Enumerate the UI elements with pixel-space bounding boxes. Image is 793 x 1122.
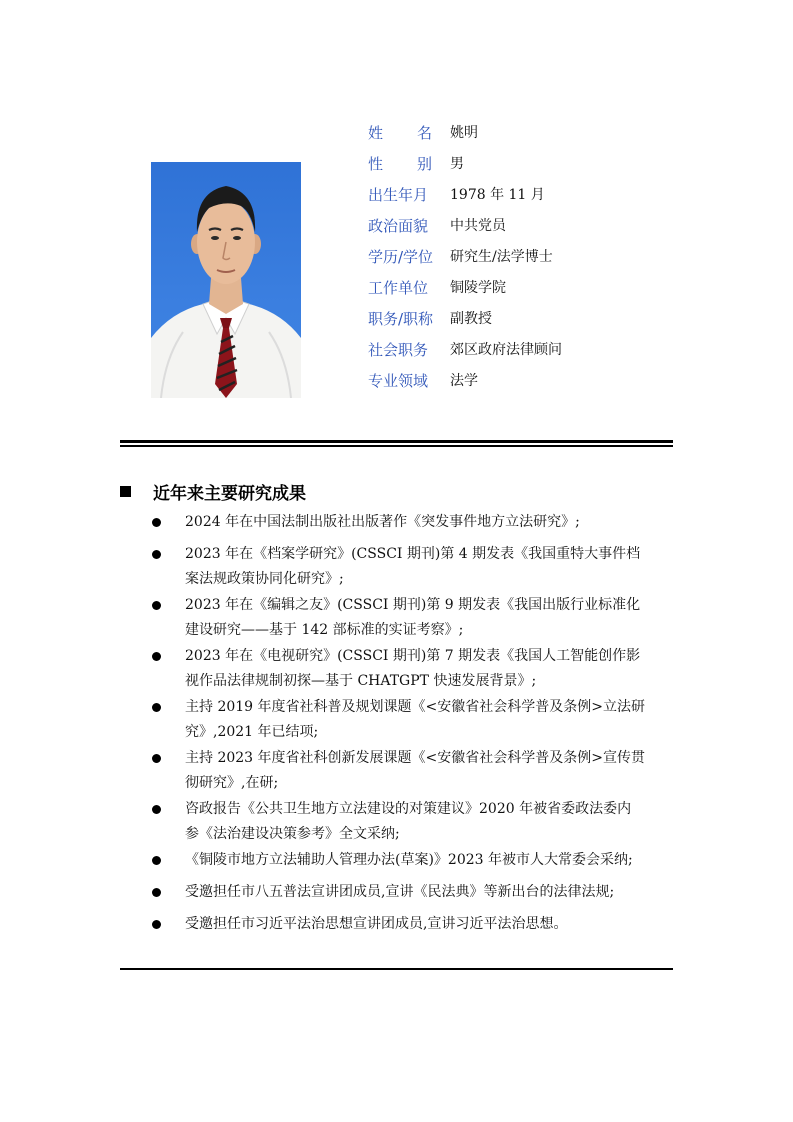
bullet-icon xyxy=(152,703,161,712)
bullet-icon xyxy=(152,805,161,814)
item-line: 2024 年在中国法制出版社出版著作《突发事件地方立法研究》; xyxy=(185,514,580,530)
item-line: 案法规政策协同化研究》; xyxy=(185,571,344,587)
list-item xyxy=(185,695,685,745)
bullet-icon xyxy=(152,888,161,897)
item-line: 视作品法律规制初探—基于 CHATGPT 快速发展背景》; xyxy=(185,673,537,689)
section-title: 近年来主要研究成果 xyxy=(153,484,306,504)
item-line: 2023 年在《电视研究》(CSSCI 期刊)第 7 期发表《我国人工智能创作影 xyxy=(185,648,641,664)
bullet-icon xyxy=(152,601,161,610)
info-value: 1978 年 11 月 xyxy=(450,187,545,203)
item-line: 建设研究——基于 142 部标准的实证考察》; xyxy=(185,622,464,638)
bullet-icon xyxy=(152,856,161,865)
bullet-icon xyxy=(152,518,161,527)
list-item xyxy=(185,644,685,694)
bullet-icon xyxy=(152,550,161,559)
item-line: 主持 2023 年度省社科创新发展课题《<安徽省社会科学普及条例>宣传贯 xyxy=(185,750,645,766)
info-value: 副教授 xyxy=(450,311,492,327)
item-line: 受邀担任市八五普法宣讲团成员,宣讲《民法典》等新出台的法律法规; xyxy=(185,884,615,900)
list-item xyxy=(185,880,685,905)
info-value: 法学 xyxy=(450,373,478,389)
list-item xyxy=(185,848,685,873)
item-line: 2023 年在《档案学研究》(CSSCI 期刊)第 4 期发表《我国重特大事件档 xyxy=(185,546,641,562)
info-label: 社会职务 xyxy=(368,341,429,359)
info-value: 研究生/法学博士 xyxy=(450,249,553,265)
item-line: 受邀担任市习近平法治思想宣讲团成员,宣讲习近平法治思想。 xyxy=(185,916,568,932)
info-label: 专业领域 xyxy=(368,372,429,390)
info-value: 中共党员 xyxy=(450,218,506,234)
info-label: 姓 名 xyxy=(368,124,432,142)
item-line: 彻研究》,在研; xyxy=(185,775,279,791)
bullet-icon xyxy=(152,652,161,661)
info-label: 工作单位 xyxy=(368,279,429,297)
info-value: 铜陵学院 xyxy=(450,280,506,296)
item-line: 究》,2021 年已结项; xyxy=(185,724,319,740)
list-item xyxy=(185,510,685,535)
info-label: 性 别 xyxy=(368,155,432,173)
info-label: 学历/学位 xyxy=(368,248,434,266)
list-item xyxy=(185,797,685,847)
list-item xyxy=(185,746,685,796)
item-line: 《铜陵市地方立法辅助人管理办法(草案)》2023 年被市人大常委会采纳; xyxy=(185,852,633,868)
item-line: 主持 2019 年度省社科普及规划课题《<安徽省社会科学普及条例>立法研 xyxy=(185,699,645,715)
item-line: 参《法治建设决策参考》全文采纳; xyxy=(185,826,400,842)
info-label: 出生年月 xyxy=(368,186,429,204)
bullet-icon xyxy=(152,754,161,763)
info-label: 政治面貌 xyxy=(368,217,429,235)
item-line: 2023 年在《编辑之友》(CSSCI 期刊)第 9 期发表《我国出版行业标准化 xyxy=(185,597,641,613)
item-line: 咨政报告《公共卫生地方立法建设的对策建议》2020 年被省委政法委内 xyxy=(185,801,632,817)
info-label: 职务/职称 xyxy=(368,310,434,328)
list-item xyxy=(185,593,685,643)
bullet-icon xyxy=(152,920,161,929)
bottom-divider xyxy=(120,968,673,970)
list-item xyxy=(185,912,685,937)
info-value: 姚明 xyxy=(450,125,478,141)
info-value: 男 xyxy=(450,156,464,172)
list-item xyxy=(185,542,685,592)
info-value: 郊区政府法律顾问 xyxy=(450,342,562,358)
